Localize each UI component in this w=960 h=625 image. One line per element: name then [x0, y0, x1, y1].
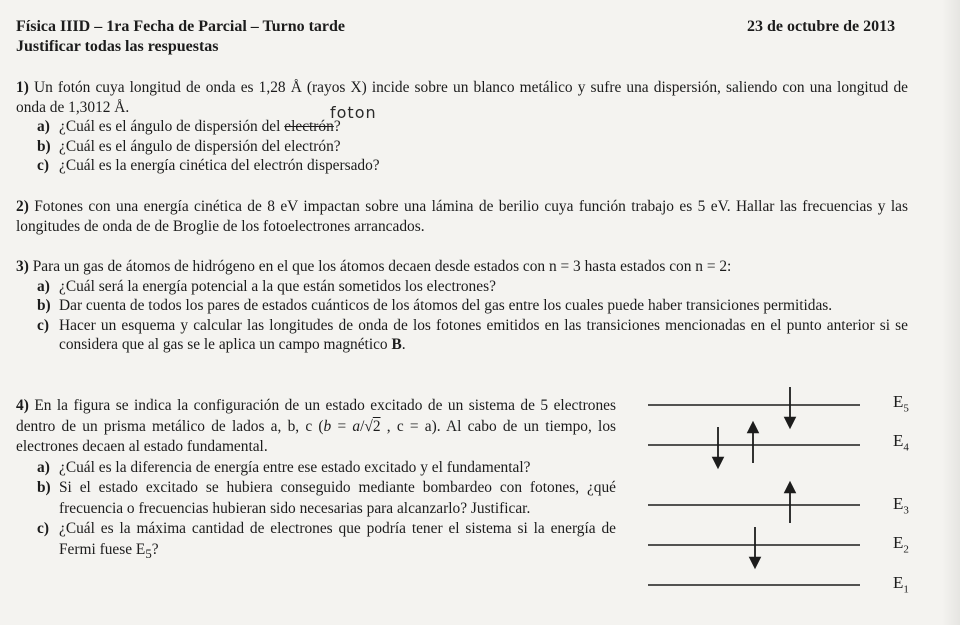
- struck-word: electrón: [284, 118, 334, 136]
- item-text: Hacer un esquema y calcular las longitudes de onda de los fotones emitidos en las transiciones mencionadas en el punto anterior si se considera que al gas se le aplica un campo magnético: [59, 316, 908, 354]
- question-number: 4): [16, 397, 29, 414]
- question-text: En la figura se indica la configuración de un estado excitado de un sistema de 5 electrones dentro de un prisma metálico de lados a, b, c (: [16, 397, 616, 435]
- item-text-end: .: [401, 336, 406, 354]
- question-number: 2): [16, 198, 29, 215]
- question-1b: [16, 137, 908, 157]
- question-text: Un fotón cuya longitud de onda es 1,28 Å (rayos X) incide sobre un blanco metálico y sufre una dispersión, saliendo con una longitud de onda de 1,3012 Å.: [16, 79, 908, 116]
- question-4a: [16, 458, 616, 479]
- item-label: a): [37, 277, 50, 295]
- question-1a: [16, 117, 908, 137]
- question-4b: [16, 478, 616, 519]
- formula-tail: , c = a: [386, 417, 432, 435]
- item-text-end: ?: [151, 540, 159, 558]
- item-text: ¿Cuál será la energía potencial a la que están sometidos los electrones?: [59, 277, 496, 295]
- paper-edge: [942, 0, 960, 625]
- levels-group: [648, 387, 860, 585]
- question-3: [16, 257, 908, 355]
- item-text: ¿Cuál es la energía cinética del electrón dispersado?: [59, 157, 380, 175]
- item-text: ¿Cuál es el ángulo de dispersión del electrón?: [59, 137, 341, 155]
- energy-level-label: $E_3$: [893, 494, 909, 517]
- question-4-stem: [16, 396, 616, 458]
- item-label: a): [37, 118, 50, 136]
- item-label: c): [37, 157, 49, 175]
- energy-level-label: $E_2$: [893, 533, 909, 556]
- item-text: ¿Cuál es la diferencia de energía entre ese estado excitado y el fundamental?: [59, 458, 531, 476]
- item-label: c): [37, 520, 49, 537]
- bold-symbol: B: [391, 336, 402, 354]
- formula-eq: =: [337, 417, 347, 435]
- item-text-end: ?: [333, 118, 341, 136]
- question-4c: [16, 519, 616, 564]
- item-label: b): [37, 297, 51, 315]
- handwritten-correction: foton: [330, 103, 377, 122]
- energy-level-label: $E_4$: [893, 431, 909, 454]
- formula-slash: /: [360, 417, 365, 435]
- question-text: Para un gas de átomos de hidrógeno en el que los átomos decaen desde estados con n = 3 hasta estados con n = 2:: [32, 258, 732, 275]
- item-label: b): [37, 137, 51, 155]
- energy-level-label: $E_5$: [893, 392, 909, 415]
- subscript: 5: [145, 546, 152, 561]
- question-4: [16, 396, 616, 564]
- question-3b: [16, 296, 908, 316]
- item-text: Si el estado excitado se hubiera conseguido mediante bombardeo con fotones, ¿qué frecuencia o frecuencias hubieran sido necesarias para alcanzarlo? Justificar.: [59, 479, 616, 517]
- question-2: [16, 197, 908, 236]
- formula-radicand: 2: [372, 417, 381, 435]
- question-text-end: ). Al cabo de un tiempo, los electrones decaen al estado fundamental.: [16, 417, 616, 455]
- question-1-stem: [16, 78, 908, 117]
- question-number: 3): [16, 258, 29, 275]
- item-label: c): [37, 316, 49, 334]
- exam-title: Física IIID – 1ra Fecha de Parcial – Turno tarde: [16, 18, 346, 35]
- question-3c: [16, 316, 908, 355]
- item-text: ¿Cuál es el ángulo de dispersión del: [59, 118, 281, 136]
- formula-var: a: [352, 417, 361, 435]
- item-label: a): [37, 458, 50, 476]
- item-text: Dar cuenta de todos los pares de estados cuánticos de los átomos del gas entre los cuales puede haber transiciones permitidas.: [59, 297, 833, 315]
- energy-level-label: $E_1$: [893, 573, 909, 596]
- sqrt-symbol: √: [364, 417, 373, 435]
- question-1: [16, 78, 908, 176]
- item-label: b): [37, 479, 51, 496]
- item-text: ¿Cuál es la máxima cantidad de electrones que podría tener el sistema si la energía de Fermi fuese E: [59, 520, 616, 558]
- question-number: 1): [16, 79, 29, 96]
- exam-date: 23 de octubre de 2013: [747, 18, 896, 35]
- exam-instructions: Justificar todas las respuestas: [16, 38, 219, 55]
- question-text: Fotones con una energía cinética de 8 eV impactan sobre una lámina de berilio cuya función trabajo es 5 eV. Hallar las frecuencias y las longitudes de onda de de Broglie de los fotoelectrones arrancados.: [16, 198, 908, 235]
- energy-level-diagram: [640, 385, 870, 595]
- formula-var: b: [323, 417, 332, 435]
- question-1c: [16, 156, 908, 176]
- question-3a: [16, 277, 908, 297]
